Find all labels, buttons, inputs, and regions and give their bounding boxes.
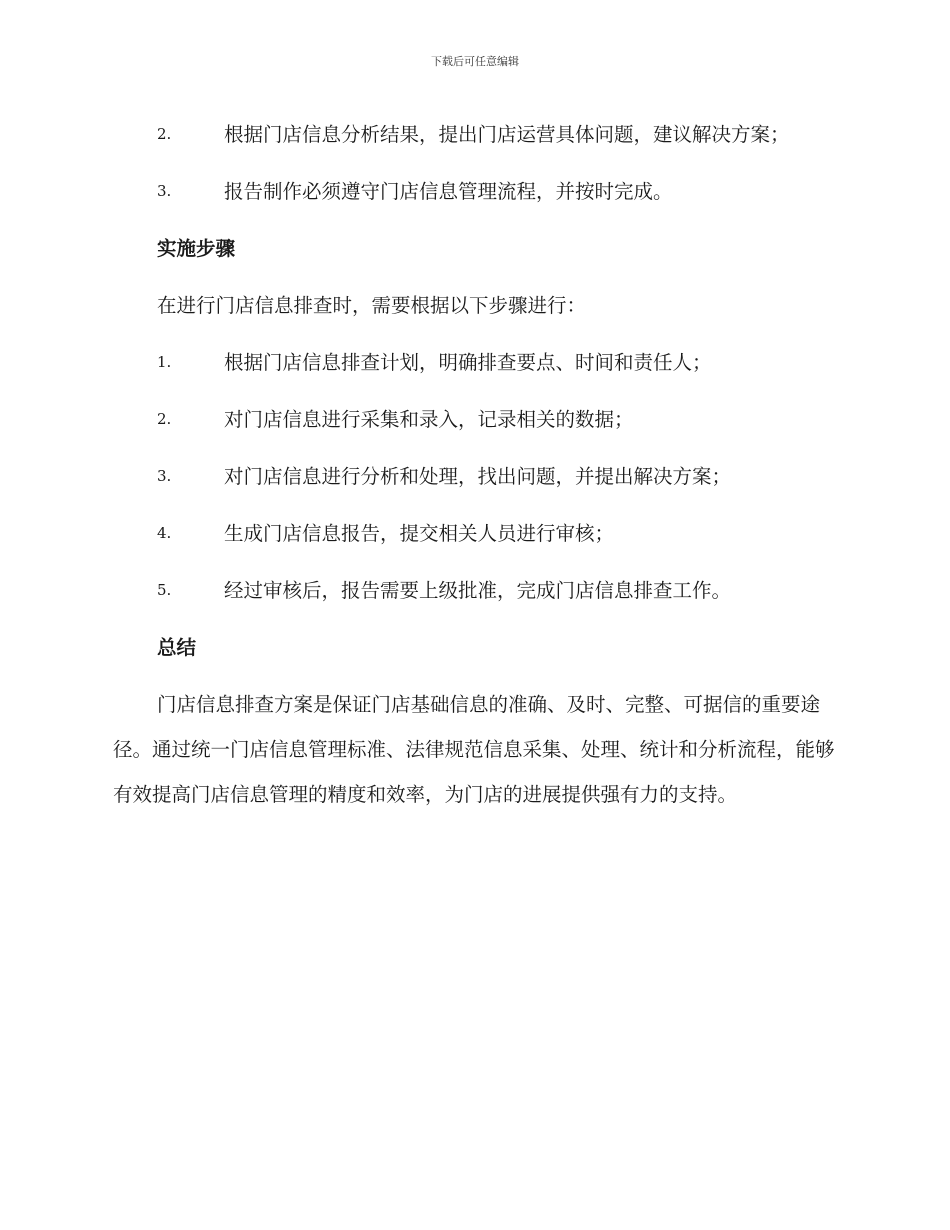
list-item <box>113 112 838 157</box>
list-item-text: 对门店信息进行分析和处理，找出问题，并提出解决方案； <box>224 465 732 488</box>
list-item-text: 根据门店信息分析结果，提出门店运营具体问题，建议解决方案； <box>224 123 790 146</box>
list-item-text: 生成门店信息报告，提交相关人员进行审核； <box>224 522 615 545</box>
list-item-number: 2. <box>157 125 172 143</box>
summary-paragraph: 门店信息排查方案是保证门店基础信息的准确、及时、完整、可据信的重要途径。通过统一门店信息管理标准、法律规范信息采集、处理、统计和分析流程，能够有效提高门店信息管理的精度和效率，为门店的进展提供强有力的支持。 <box>113 693 835 806</box>
list-item-number: 1. <box>157 353 172 371</box>
list-item-text: 报告制作必须遵守门店信息管理流程，并按时完成。 <box>224 180 673 203</box>
list-item-number: 4. <box>157 524 172 542</box>
section-intro: 在进行门店信息排查时，需要根据以下步骤进行： <box>157 294 587 317</box>
list-item <box>113 340 838 385</box>
list-item-text: 对门店信息进行采集和录入，记录相关的数据； <box>224 408 634 431</box>
list-item-text: 经过审核后，报告需要上级批准，完成门店信息排查工作。 <box>224 579 732 602</box>
page-header: 下载后可任意编辑 <box>431 55 519 68</box>
list-item-text: 根据门店信息排查计划，明确排查要点、时间和责任人； <box>224 351 712 374</box>
section-heading-summary: 总结 <box>157 636 197 659</box>
section-heading-implementation: 实施步骤 <box>157 237 236 260</box>
list-item <box>113 397 838 442</box>
list-item <box>113 511 838 556</box>
list-item-number: 3. <box>157 467 172 485</box>
document-body <box>113 112 838 829</box>
list-item-number: 5. <box>157 581 172 599</box>
list-item <box>113 454 838 499</box>
list-item-number: 2. <box>157 410 172 428</box>
list-item <box>113 169 838 214</box>
list-item-number: 3. <box>157 182 172 200</box>
list-item <box>113 568 838 613</box>
